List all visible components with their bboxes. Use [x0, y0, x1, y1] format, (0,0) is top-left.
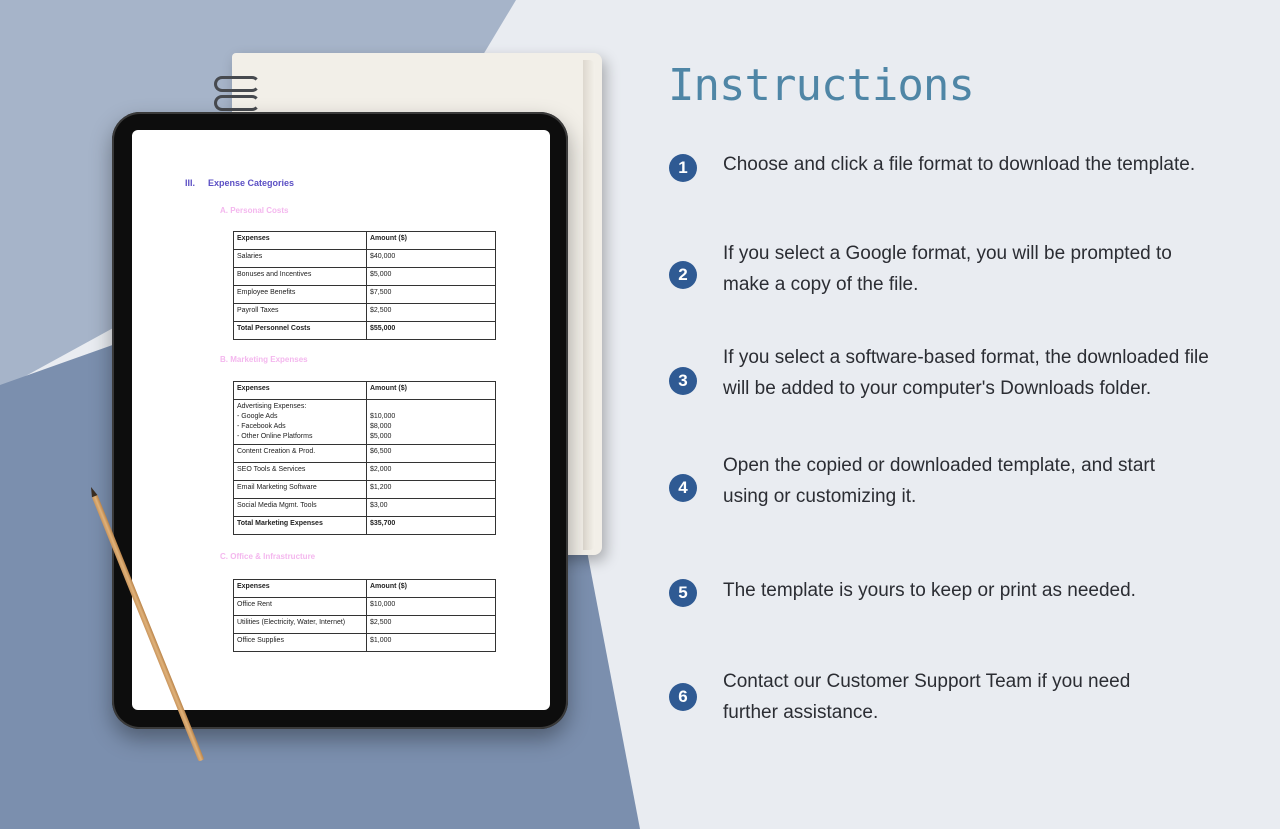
expense-amount: $40,000 [367, 250, 496, 268]
step-text: The template is yours to keep or print as needed. [723, 580, 1136, 601]
step-number-badge: 6 [669, 683, 697, 711]
notebook-ring [214, 76, 260, 92]
table-row [234, 481, 496, 499]
step-number-badge: 1 [669, 154, 697, 182]
section-title: Expense Categories [208, 178, 295, 188]
step-text: If you select a software-based format, the downloaded file will be added to your computer's Downloads folder. [723, 347, 1209, 399]
table-header-row [234, 382, 496, 400]
step-text: Contact our Customer Support Team if you need further assistance. [723, 671, 1131, 723]
expense-label: Social Media Mgmt. Tools [234, 499, 367, 517]
expense-amount: $1,200 [367, 481, 496, 499]
table-row [234, 250, 496, 268]
step-text: Choose and click a file format to download the template. [723, 154, 1196, 175]
expense-amount: $1,000 [367, 634, 496, 652]
advertising-item: - Google Ads [237, 413, 278, 420]
expense-amount: $2,500 [367, 616, 496, 634]
table-row [234, 400, 496, 445]
total-amount: $35,700 [367, 517, 496, 535]
table-row [234, 445, 496, 463]
total-amount: $55,000 [367, 322, 496, 340]
expense-label: Utilities (Electricity, Water, Internet) [234, 616, 367, 634]
header-amount: Amount ($) [367, 382, 496, 400]
expense-amount: $3,00 [367, 499, 496, 517]
personal-costs-heading: A. Personal Costs [220, 206, 289, 215]
expense-label: Bonuses and Incentives [234, 268, 367, 286]
notebook-ring [214, 95, 260, 111]
header-expenses: Expenses [234, 232, 367, 250]
total-row [234, 322, 496, 340]
tablet-screen [132, 130, 550, 710]
table-row [234, 304, 496, 322]
step-text: Open the copied or downloaded template, and start using or customizing it. [723, 455, 1156, 507]
expense-label: Email Marketing Software [234, 481, 367, 499]
table-row [234, 616, 496, 634]
advertising-item: - Other Online Platforms [237, 433, 313, 440]
advertising-amounts [367, 400, 496, 445]
table-header-row [234, 232, 496, 250]
expense-label: Content Creation & Prod. [234, 445, 367, 463]
marketing-expenses-heading: B. Marketing Expenses [220, 355, 308, 364]
personal-costs-table [233, 231, 496, 340]
expense-label: SEO Tools & Services [234, 463, 367, 481]
office-infrastructure-heading: C. Office & Infrastructure [220, 552, 316, 561]
expense-label: Payroll Taxes [234, 304, 367, 322]
expense-label: Office Rent [234, 598, 367, 616]
page-title: Instructions [668, 60, 974, 111]
step-text: If you select a Google format, you will be prompted to make a copy of the file. [723, 243, 1172, 295]
advertising-item: - Facebook Ads [237, 423, 286, 430]
section-number: III. [185, 178, 196, 188]
expense-label: Employee Benefits [234, 286, 367, 304]
header-amount: Amount ($) [367, 580, 496, 598]
expense-amount: $2,000 [367, 463, 496, 481]
marketing-expenses-table [233, 381, 496, 535]
table-row [234, 268, 496, 286]
table-row [234, 286, 496, 304]
table-row [234, 499, 496, 517]
expense-amount: $6,500 [367, 445, 496, 463]
expense-amount: $10,000 [367, 598, 496, 616]
table-row [234, 463, 496, 481]
advertising-amount: $8,000 [370, 423, 392, 430]
total-row [234, 517, 496, 535]
expense-label: Office Supplies [234, 634, 367, 652]
advertising-amount: $10,000 [370, 413, 396, 420]
step-number-badge: 5 [669, 579, 697, 607]
advertising-amount: $5,000 [370, 433, 392, 440]
header-expenses: Expenses [234, 580, 367, 598]
section-heading [185, 178, 294, 188]
expense-label: Salaries [234, 250, 367, 268]
expense-amount: $2,500 [367, 304, 496, 322]
step-number-badge: 4 [669, 474, 697, 502]
step-number-badge: 2 [669, 261, 697, 289]
advertising-label: Advertising Expenses: [237, 403, 307, 410]
expense-amount: $5,000 [367, 268, 496, 286]
tablet [112, 112, 568, 729]
expense-amount: $7,500 [367, 286, 496, 304]
office-infrastructure-table [233, 579, 496, 652]
header-expenses: Expenses [234, 382, 367, 400]
advertising-cell [234, 400, 367, 445]
notebook-page-edge [583, 60, 595, 550]
table-header-row [234, 580, 496, 598]
header-amount: Amount ($) [367, 232, 496, 250]
table-row [234, 598, 496, 616]
total-label: Total Marketing Expenses [234, 517, 367, 535]
total-label: Total Personnel Costs [234, 322, 367, 340]
step-number-badge: 3 [669, 367, 697, 395]
table-row [234, 634, 496, 652]
